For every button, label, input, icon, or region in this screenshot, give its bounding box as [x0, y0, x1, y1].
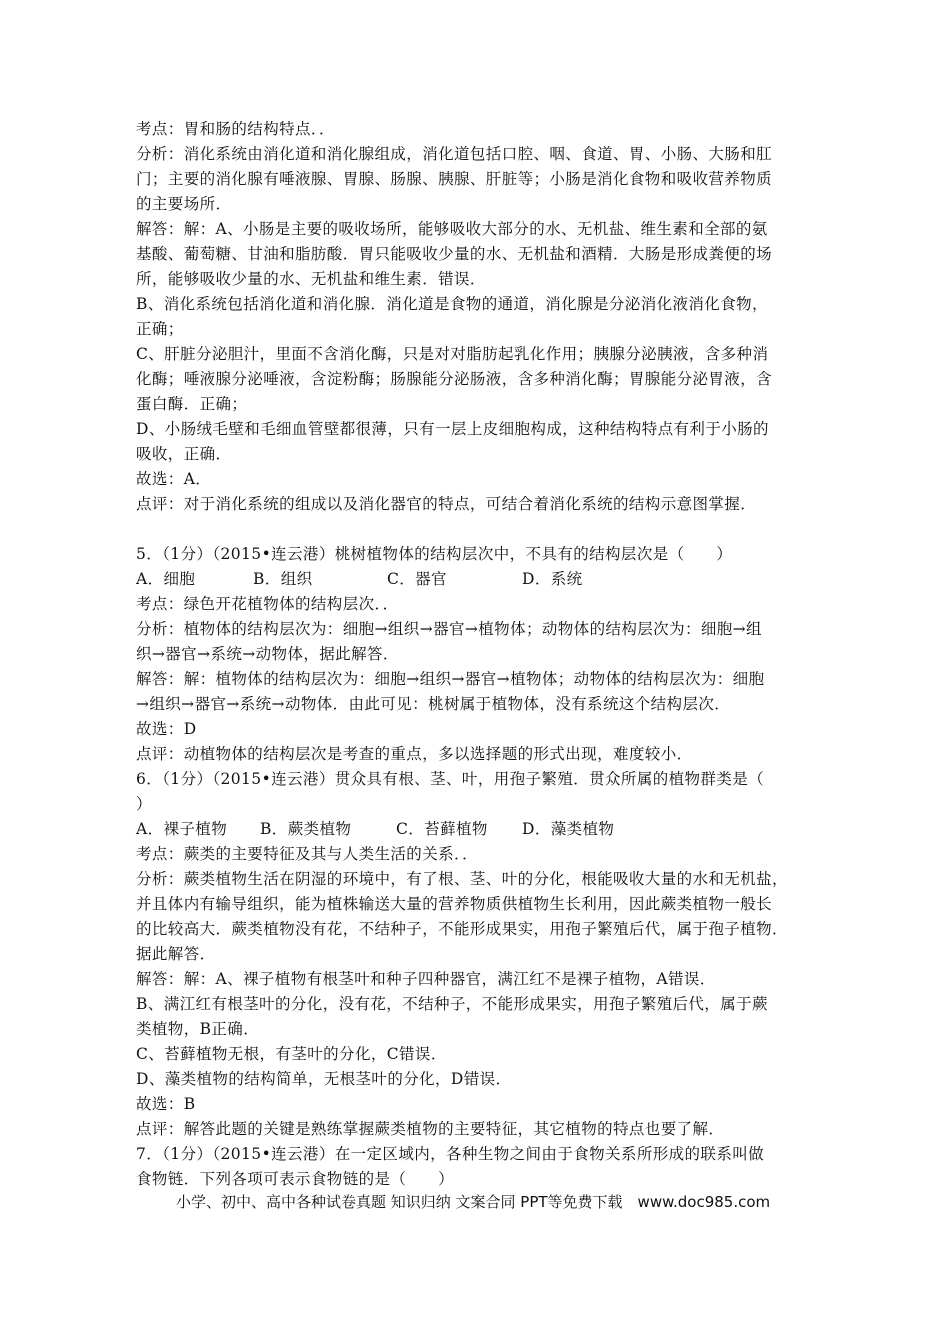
q5-options	[136, 567, 583, 591]
q4-jieda-line: 正确；	[136, 320, 184, 338]
page-footer: 小学、初中、高中各种试卷真题 知识归纳 文案合同 PPT等免费下载 www.doc985.com	[176, 1193, 771, 1211]
q4-jieda-line: D、小肠绒毛壁和毛细血管壁都很薄，只有一层上皮细胞构成，这种结构特点有利于小肠的	[136, 420, 769, 438]
q6-stem-line: 6．（1分）（2015•连云港）贯众具有根、茎、叶，用孢子繁殖．贯众所属的植物群类是（	[136, 770, 765, 788]
q4-jieda-line: 所，能够吸收少量的水、无机盐和维生素．错误．	[136, 270, 486, 288]
q5-option-c: C．器官	[387, 570, 447, 588]
q4-fenxi-line: 门；主要的消化腺有唾液腺、胃腺、肠腺、胰腺、肝脏等；小肠是消化食物和吸收营养物质	[136, 170, 773, 188]
q5-jieda-line: 解答：解：植物体的结构层次为：细胞→组织→器官→植物体；动物体的结构层次为：细胞	[136, 670, 765, 688]
q6-kaodian: 考点：蕨类的主要特征及其与人类生活的关系．．	[136, 845, 479, 863]
q6-option-d: D．藻类植物	[522, 820, 615, 838]
q4-fenxi-line: 分析：消化系统由消化道和消化腺组成，消化道包括口腔、咽、食道、胃、小肠、大肠和肛	[136, 145, 773, 163]
q5-option-d: D．系统	[522, 570, 583, 588]
q5-fenxi-line: 织→器官→系统→动物体，据此解答．	[136, 645, 399, 663]
q4-kaodian: 考点：胃和肠的结构特点．．	[136, 120, 335, 138]
q6-jieda-line: C、苔藓植物无根，有茎叶的分化，C错误．	[136, 1045, 447, 1063]
q6-jieda-line: 类植物，B正确．	[136, 1020, 260, 1038]
q6-jieda-line: D、藻类植物的结构简单，无根茎叶的分化，D错误．	[136, 1070, 512, 1088]
q5-dianping: 点评：动植物体的结构层次是考查的重点，多以选择题的形式出现，难度较小．	[136, 745, 693, 763]
q4-fenxi-line: 的主要场所．	[136, 195, 232, 213]
q6-guxuan: 故选：B	[136, 1095, 196, 1113]
q5-fenxi-line: 分析：植物体的结构层次为：细胞→组织→器官→植物体；动物体的结构层次为：细胞→组	[136, 620, 762, 638]
q4-guxuan: 故选：A．	[136, 470, 212, 488]
q4-jieda-line: 化酶；唾液腺分泌唾液，含淀粉酶；肠腺能分泌肠液，含多种消化酶；胃腺能分泌胃液，含	[136, 370, 773, 388]
q7-stem-line: 7．（1分）（2015•连云港）在一定区域内，各种生物之间由于食物关系所形成的联系叫做	[136, 1145, 765, 1163]
q5-guxuan: 故选：D	[136, 720, 197, 738]
q6-option-b: B．蕨类植物	[260, 820, 352, 838]
q5-kaodian: 考点：绿色开花植物体的结构层次．．	[136, 595, 399, 613]
q4-jieda-line: B、消化系统包括消化道和消化腺．消化道是食物的通道，消化腺是分泌消化液消化食物，	[136, 295, 768, 313]
q5-option-a: A．细胞	[136, 570, 196, 588]
q4-jieda-line: 基酸、葡萄糖、甘油和脂肪酸．胃只能吸收少量的水、无机盐和酒精．大肠是形成粪便的场	[136, 245, 773, 263]
q6-fenxi-line: 分析：蕨类植物生活在阴湿的环境中，有了根、茎、叶的分化，根能吸收大量的水和无机盐，	[136, 870, 788, 888]
q6-option-c: C．苔藓植物	[396, 820, 488, 838]
q6-stem-line: ）	[136, 795, 152, 813]
q5-jieda-line: →组织→器官→系统→动物体．由此可见：桃树属于植物体，没有系统这个结构层次．	[136, 695, 731, 713]
q6-options	[136, 817, 614, 841]
q6-option-a: A．裸子植物	[136, 820, 228, 838]
q5-stem: 5．（1分）（2015•连云港）桃树植物体的结构层次中，不具有的结构层次是（ ）	[136, 545, 733, 563]
q7-stem-line: 食物链．下列各项可表示食物链的是（ ）	[136, 1170, 455, 1188]
q6-fenxi-line: 据此解答．	[136, 945, 216, 963]
q4-dianping: 点评：对于消化系统的组成以及消化器官的特点，可结合着消化系统的结构示意图掌握．	[136, 495, 757, 513]
q6-fenxi-line: 的比较高大．蕨类植物没有花，不结种子，不能形成果实，用孢子繁殖后代，属于孢子植物．	[136, 920, 788, 938]
q6-fenxi-line: 并且体内有输导组织，能为植株输送大量的营养物质供植物生长利用，因此蕨类植物一般长	[136, 895, 773, 913]
q4-jieda-line: 解答：解：A、小肠是主要的吸收场所，能够吸收大部分的水、无机盐、维生素和全部的氨	[136, 220, 768, 238]
q4-jieda-line: 蛋白酶．正确；	[136, 395, 248, 413]
q6-jieda-line: B、满江红有根茎叶的分化，没有花，不结种子，不能形成果实，用孢子繁殖后代，属于蕨	[136, 995, 768, 1013]
q4-jieda-line: C、肝脏分泌胆汁，里面不含消化酶，只是对对脂肪起乳化作用；胰腺分泌胰液，含多种消	[136, 345, 769, 363]
q4-jieda-line: 吸收，正确．	[136, 445, 232, 463]
q5-option-b: B．组织	[253, 570, 313, 588]
q6-jieda-line: 解答：解：A、裸子植物有根茎叶和种子四种器官，满江红不是裸子植物，A错误．	[136, 970, 716, 988]
q6-dianping: 点评：解答此题的关键是熟练掌握蕨类植物的主要特征，其它植物的特点也要了解．	[136, 1120, 725, 1138]
